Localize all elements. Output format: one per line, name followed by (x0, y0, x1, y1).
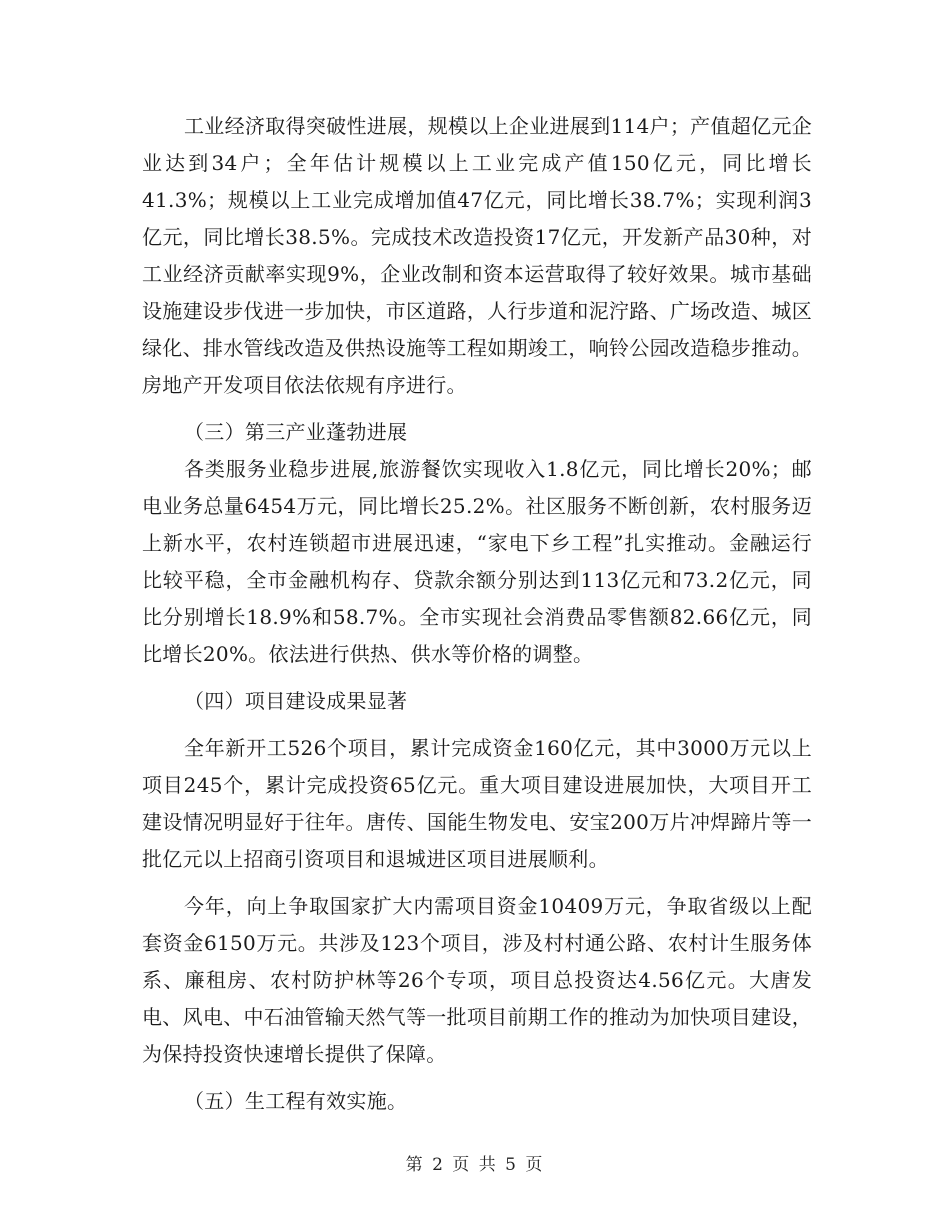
paragraph-new-projects: 全年新开工526个项目，累计完成资金160亿元，其中3000万元以上项目245个，累计完成投资65亿元。重大项目建设进展加快，大项目开工建设情况明显好于往年。唐传、国能生物发电、安宝200万片冲焊蹄片等一批亿元以上招商引资项目和退城进区项目进展顺利。 (142, 736, 812, 871)
paragraph-funding: 今年，向上争取国家扩大内需项目资金10409万元，争取省级以上配套资金6150万元。共涉及123个项目，涉及村村通公路、农村计生服务体系、廉租房、农村防护林等26个专项，项目总投资达4.56亿元。大唐发电、风电、中石油管输天然气等一批项目前期工作的推动为加快项目建设，为保持投资快速增长提供了保障。 (142, 894, 812, 1066)
section-heading-tertiary-industry: （三）第三产业蓬勃进展 (184, 420, 408, 444)
section-heading-livelihood-projects: （五）生工程有效实施。 (184, 1089, 408, 1113)
document-body (142, 108, 812, 1120)
paragraph-services: 各类服务业稳步进展,旅游餐饮实现收入1.8亿元，同比增长20%；邮电业务总量6454万元，同比增长25.2%。社区服务不断创新，农村服务迈上新水平，农村连锁超市进展迅速，“家电下乡工程”扎实推动。金融运行比较平稳，全市金融机构存、贷款余额分别达到113亿元和73.2亿元，同比分别增长18.9%和58.7%。全市实现社会消费品零售额82.66亿元，同比增长20%。依法进行供热、供水等价格的调整。 (142, 457, 812, 666)
page-number-footer: 第 2 页 共 5 页 (405, 1155, 545, 1175)
paragraph-industrial-economy: 工业经济取得突破性进展，规模以上企业进展到114户；产值超亿元企业达到34户；全年估计规模以上工业完成产值150亿元，同比增长41.3%；规模以上工业完成增加值47亿元，同比增长38.7%；实现利润3亿元，同比增长38.5%。完成技术改造投资17亿元，开发新产品30种，对工业经济贡献率实现9%，企业改制和资本运营取得了较好效果。城市基础设施建设步伐进一步加快，市区道路，人行步道和泥泞路、广场改造、城区绿化、排水管线改造及供热设施等工程如期竣工，响铃公园改造稳步推动。房地产开发项目依法依规有序进行。 (142, 114, 812, 397)
section-heading-project-construction: （四）项目建设成果显著 (184, 689, 408, 713)
